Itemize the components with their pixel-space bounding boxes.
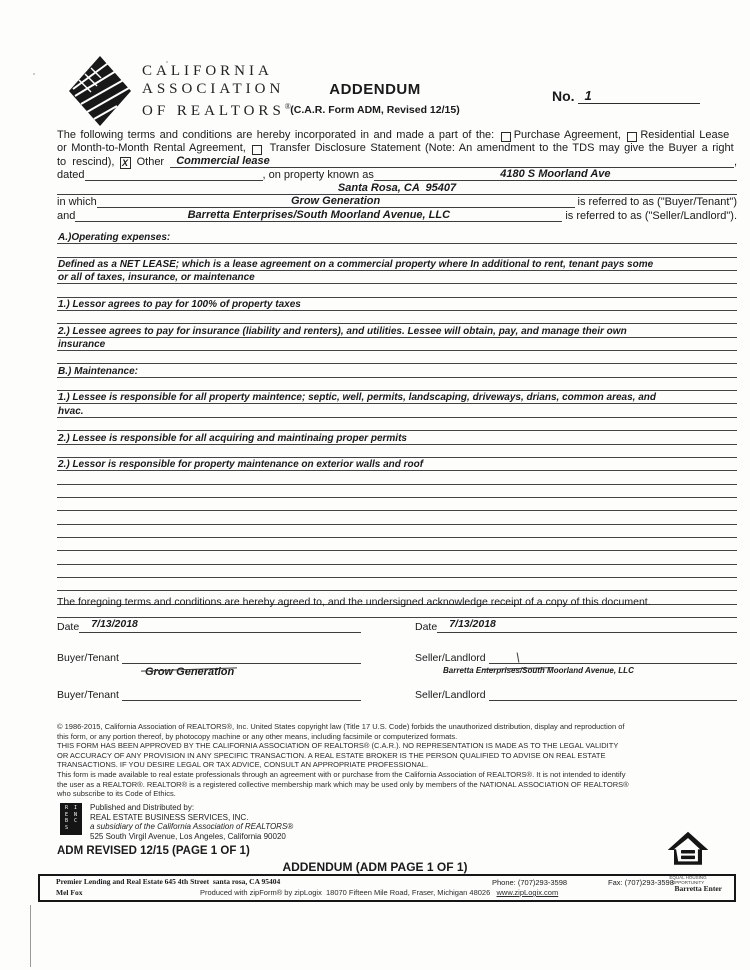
form-line-blank xyxy=(57,551,737,564)
form-line-blank xyxy=(57,445,737,458)
form-line-blank xyxy=(57,418,737,431)
buyer-label: Buyer/Tenant xyxy=(57,689,122,701)
intro-line-2: or Month-to-Month Rental Agreement, Transfer Disclosure Statement (Note: An amendment to the TDS may give the Buyer a right xyxy=(57,142,734,154)
form-line: 1.) Lessor agrees to pay for 100% of property taxes xyxy=(57,298,737,311)
buyer-signature-line-1 xyxy=(122,649,361,664)
broker-fax: Fax: (707)293-3598 xyxy=(608,878,674,887)
publisher-line: REAL ESTATE BUSINESS SERVICES, INC. xyxy=(90,812,249,822)
eho-caption: EQUAL HOUSING OPPORTUNITY xyxy=(669,875,707,885)
seller-signature-line-2 xyxy=(489,686,737,701)
form-line-blank xyxy=(57,378,737,391)
form-line: 2.) Lessor is responsible for property maintenance on exterior walls and roof xyxy=(57,458,737,471)
agreement-statement: The foregoing terms and conditions are hereby agreed to, and the undersigned acknowledge receipt of a copy of this document. xyxy=(57,596,651,608)
rebs-logo-icon: R E B S I N C xyxy=(60,803,82,835)
form-title-block xyxy=(230,81,520,116)
seller-signature-line-1 xyxy=(489,649,737,664)
legal-fine-print xyxy=(57,722,741,799)
registered-mark: ® xyxy=(284,102,291,111)
addendum-number xyxy=(552,88,700,104)
tds-checkbox xyxy=(252,145,262,155)
form-revision: ADM REVISED 12/15 (PAGE 1 OF 1) xyxy=(57,845,250,857)
form-line: 2.) Lessee is responsible for all acquiring and maintinaing proper permits xyxy=(57,431,737,444)
buyer-signature-line-2 xyxy=(122,686,361,701)
intro-line-seller: and Barretta Enterprises/South Moorland Avenue, LLC is referred to as ("Seller/Landlord"). xyxy=(57,208,737,222)
form-line-blank xyxy=(57,525,737,538)
publisher-line: a subsidiary of the California Association of REALTORS® xyxy=(90,822,294,831)
form-line: hvac. xyxy=(57,404,737,417)
form-lines xyxy=(57,231,737,618)
form-line: or all of taxes, insurance, or maintenance xyxy=(57,271,737,284)
form-line: 1.) Lessee is responsible for all property maintence; septic, well, permits, landscaping, driveways, drians, common areas, and xyxy=(57,391,737,404)
form-line: B.) Maintenance: xyxy=(57,364,737,377)
form-subtitle: (C.A.R. Form ADM, Revised 12/15) xyxy=(290,104,460,116)
scan-speck xyxy=(166,61,168,63)
buyer-label: Buyer/Tenant xyxy=(57,652,122,664)
date-label: Date xyxy=(57,621,80,633)
legal-line: TRANSACTIONS. IF YOU DESIRE LEGAL OR TAX ADVICE, CONSULT AN APPROPRIATE PROFESSIONAL. xyxy=(57,760,429,770)
intro-line-buyer: in which Grow Generation is referred to as ("Buyer/Tenant") xyxy=(57,195,737,208)
form-line-blank xyxy=(57,538,737,551)
brand-line: ASSOCIATION xyxy=(142,81,285,97)
property-field: 4180 S Moorland Ave xyxy=(374,168,737,181)
other-value-field: Commercial lease xyxy=(170,155,734,168)
legal-line: This form is made available to real estate professionals through an agreement with or purchase from the California Association of REALTORS®. It is not intended to identify xyxy=(57,769,626,779)
form-line-blank xyxy=(57,498,737,511)
form-line: A.)Operating expenses: xyxy=(57,231,737,244)
legal-line: the user as a REALTOR®. REALTOR® is a registered collective membership mark which may be used only by members of the NATIONAL ASSOCIATION OF REALTORS® xyxy=(57,779,629,789)
form-line-blank xyxy=(57,351,737,364)
car-logo-icon xyxy=(69,56,131,126)
seller-label: Seller/Landlord xyxy=(415,689,489,701)
intro-line-city xyxy=(57,181,737,195)
broker-phone: Phone: (707)293-3598 xyxy=(492,878,568,887)
legal-line: © 1986-2015, California Association of REALTORS®, Inc. United States copyright law (Title 17 U.S. Code) forbids the unauthorized distribution, display and reproduction of xyxy=(57,722,625,731)
intro-line-1: The following terms and conditions are hereby incorporated in and made a part of the: Purchase Agreement, Residential Lease xyxy=(57,128,730,141)
form-line-blank xyxy=(57,244,737,257)
zipform-credit: Produced with zipForm® by zipLogix 18070 Fifteen Mile Road, Fraser, Michigan 48026 www.zipLogix.com xyxy=(200,888,559,897)
residential-lease-checkbox xyxy=(627,132,637,142)
form-line: 2.) Lessee agrees to pay for insurance (liability and renters), and utilities. Lessee will obtain, pay, and manage their own xyxy=(57,324,737,337)
number-label: No. xyxy=(552,88,579,104)
property-city-field: Santa Rosa, CA 95407 xyxy=(57,182,737,195)
intro-line-dated: dated , on property known as 4180 S Moorland Ave xyxy=(57,168,737,182)
scan-artifact xyxy=(30,905,31,967)
form-title: ADDENDUM xyxy=(329,81,421,98)
publisher-text xyxy=(90,803,293,841)
form-line: insurance xyxy=(57,338,737,351)
printed-names-row xyxy=(57,664,737,678)
footer-form-name: ADDENDUM (ADM PAGE 1 OF 1) xyxy=(0,858,750,876)
legal-line: THIS FORM HAS BEEN APPROVED BY THE CALIFORNIA ASSOCIATION OF REALTORS® (C.A.R.). NO REPRESENTATION IS MADE AS TO THE LEGAL VALIDITY xyxy=(57,741,619,751)
date-row xyxy=(57,618,737,633)
date-value-right: 7/13/2018 xyxy=(449,618,496,630)
date-field-left xyxy=(79,618,361,633)
signature-row-1 xyxy=(57,649,737,664)
broker-agent: Mel Fox xyxy=(56,888,83,897)
form-line-blank xyxy=(57,578,737,591)
form-line-blank xyxy=(57,471,737,484)
intro-paragraph xyxy=(57,127,737,222)
brand-line: CALIFORNIA xyxy=(142,63,273,79)
form-line-blank xyxy=(57,485,737,498)
broker-footer-box xyxy=(38,874,736,902)
publisher-line: Published and Distributed by: xyxy=(90,803,195,812)
legal-line: this form, or any portion thereof, by photocopy machine or any other means, including facsimile or computerized formats. xyxy=(57,731,458,741)
signature-section xyxy=(57,618,737,701)
form-line: Defined as a NET LEASE; which is a lease agreement on a commercial property where In additional to rent, tenant pays some xyxy=(57,258,737,271)
form-line-blank xyxy=(57,565,737,578)
ziplogix-url: www.zipLogix.com xyxy=(496,888,559,897)
form-line-blank xyxy=(57,284,737,297)
seller-field: Barretta Enterprises/South Moorland Avenue, LLC xyxy=(75,209,562,222)
purchase-agreement-checkbox xyxy=(501,132,511,142)
buyer-printed-name: Grow Generation xyxy=(145,666,295,678)
intro-line-3: to rescind), X Other Commercial lease , xyxy=(57,154,737,168)
broker-firm: Premier Lending and Real Estate 645 4th Street santa rosa, CA 95404 xyxy=(56,877,281,886)
other-checkbox-checked: X xyxy=(120,157,131,169)
seller-printed-name: Barretta Enterprises/South Moorland Avenue, LLC xyxy=(443,666,703,675)
form-line-blank xyxy=(57,311,737,324)
form-line-blank xyxy=(57,511,737,524)
date-value-left: 7/13/2018 xyxy=(91,618,138,630)
legal-line: OR ACCURACY OF ANY PROVISION IN ANY SPECIFIC TRANSACTION. A REAL ESTATE BROKER IS THE PERSON QUALIFIED TO ADVISE ON REAL ESTATE xyxy=(57,750,606,760)
transaction-ref: Barretta Enter xyxy=(674,884,722,893)
number-value: 1 xyxy=(578,88,700,104)
date-label: Date xyxy=(415,621,438,633)
buyer-field: Grow Generation xyxy=(97,195,575,208)
scan-speck xyxy=(33,73,35,75)
seller-label: Seller/Landlord xyxy=(415,652,489,664)
brand-line: OF REALTORS® xyxy=(142,102,291,119)
publisher-block xyxy=(60,803,293,841)
date-field-right xyxy=(437,618,737,633)
publisher-line: 525 South Virgil Avenue, Los Angeles, California 90020 xyxy=(90,831,286,841)
signature-row-2 xyxy=(57,686,737,701)
legal-line: who subscribe to its Code of Ethics. xyxy=(57,789,176,799)
